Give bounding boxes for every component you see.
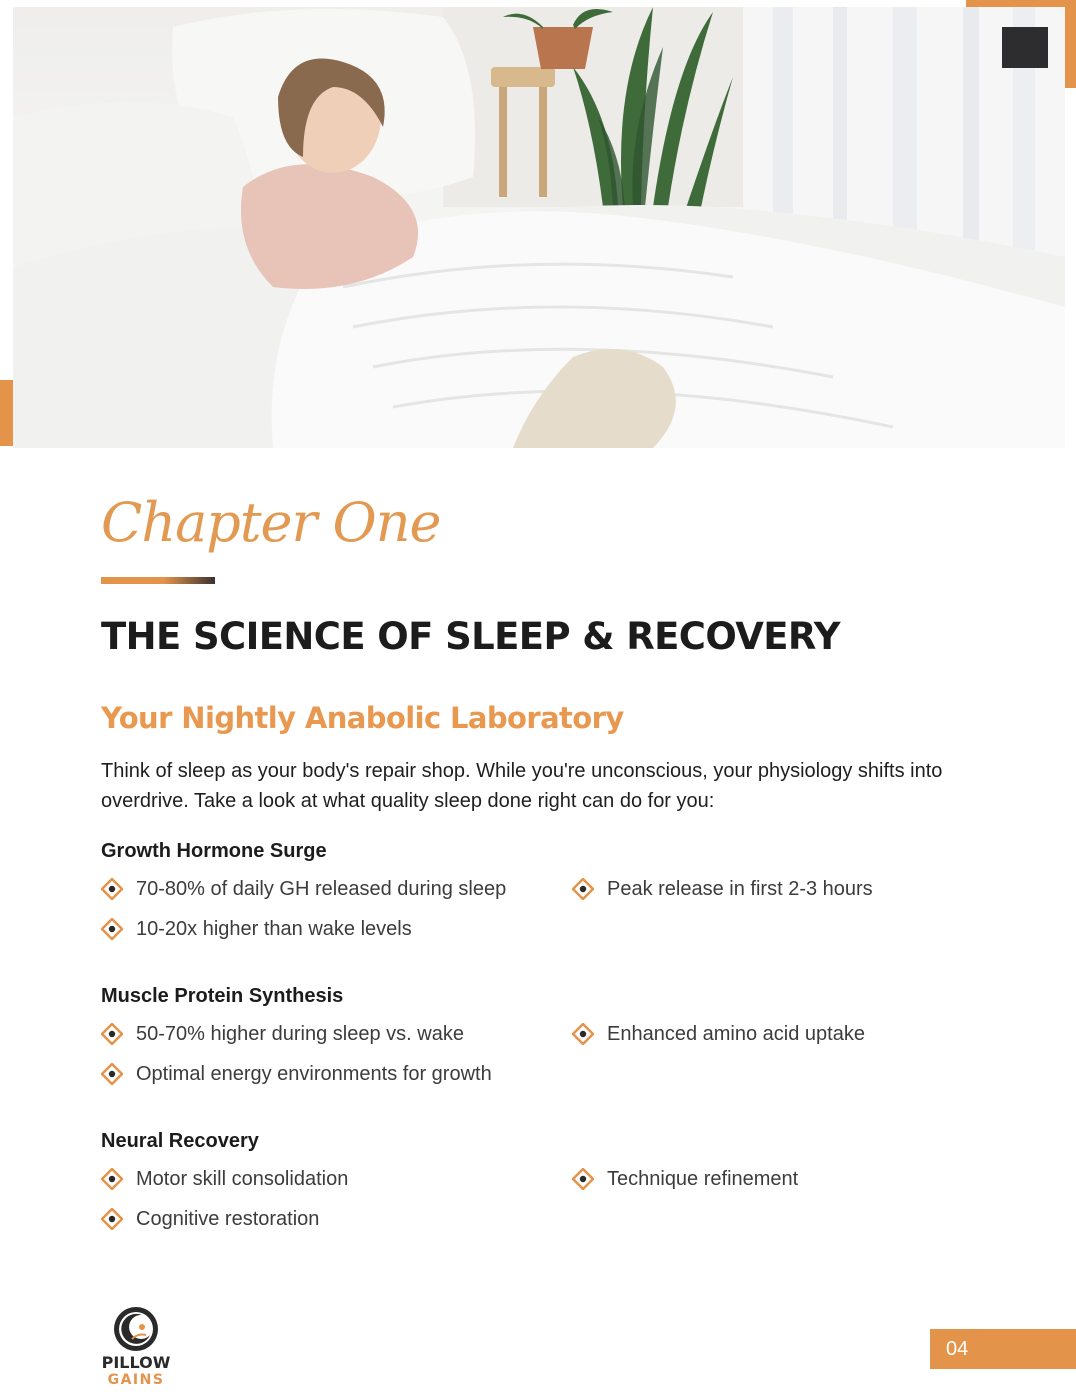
group-title: Neural Recovery (101, 1130, 259, 1152)
sleeping-woman-photo (13, 7, 1065, 448)
diamond-bullet-icon (101, 1023, 123, 1045)
diamond-bullet-icon (572, 1168, 594, 1190)
benefit-group-muscle-protein (101, 983, 981, 1085)
bullet-text: 10-20x higher than wake levels (136, 918, 412, 940)
section-subtitle: Your Nightly Anabolic Laboratory (101, 701, 624, 735)
left-accent-bar (0, 380, 13, 446)
diamond-bullet-icon (101, 1168, 123, 1190)
bullet-text: Peak release in first 2-3 hours (607, 878, 873, 900)
dark-square-accent (1002, 27, 1048, 68)
benefit-group-neural-recovery (101, 1128, 981, 1230)
page-number-badge (930, 1329, 1076, 1369)
chapter-label: Chapter One (101, 491, 441, 554)
group-title: Growth Hormone Surge (101, 840, 327, 862)
logo-word-pillow: PILLOW (101, 1353, 171, 1372)
diamond-bullet-icon (572, 1023, 594, 1045)
logo-word-gains: GAINS (107, 1372, 165, 1388)
intro-paragraph: Think of sleep as your body's repair shop. While you're unconscious, your physiology shifts into overdrive. Take a look at what quality sleep done right can do for you: (101, 760, 943, 812)
page-number: 04 (946, 1338, 969, 1360)
bullet-text: Cognitive restoration (136, 1208, 320, 1230)
bullet-text: Optimal energy environments for growth (136, 1063, 492, 1085)
diamond-bullet-icon (101, 1063, 123, 1085)
group-title: Muscle Protein Synthesis (101, 985, 344, 1007)
pillow-gains-logo (99, 1305, 173, 1391)
chapter-title: THE SCIENCE OF SLEEP & RECOVERY (101, 615, 840, 658)
hero-image (13, 7, 1065, 448)
bullet-text: Enhanced amino acid uptake (607, 1023, 865, 1045)
diamond-bullet-icon (572, 878, 594, 900)
benefit-group-growth-hormone (101, 838, 981, 940)
bullet-text: Motor skill consolidation (136, 1168, 349, 1190)
bullet-text: Technique refinement (607, 1168, 799, 1190)
chapter-divider (101, 577, 215, 584)
diamond-bullet-icon (101, 918, 123, 940)
diamond-bullet-icon (101, 878, 123, 900)
moon-sleeper-logo-icon (112, 1305, 160, 1353)
diamond-bullet-icon (101, 1208, 123, 1230)
bullet-text: 50-70% higher during sleep vs. wake (136, 1023, 464, 1045)
bullet-text: 70-80% of daily GH released during sleep (136, 878, 507, 900)
